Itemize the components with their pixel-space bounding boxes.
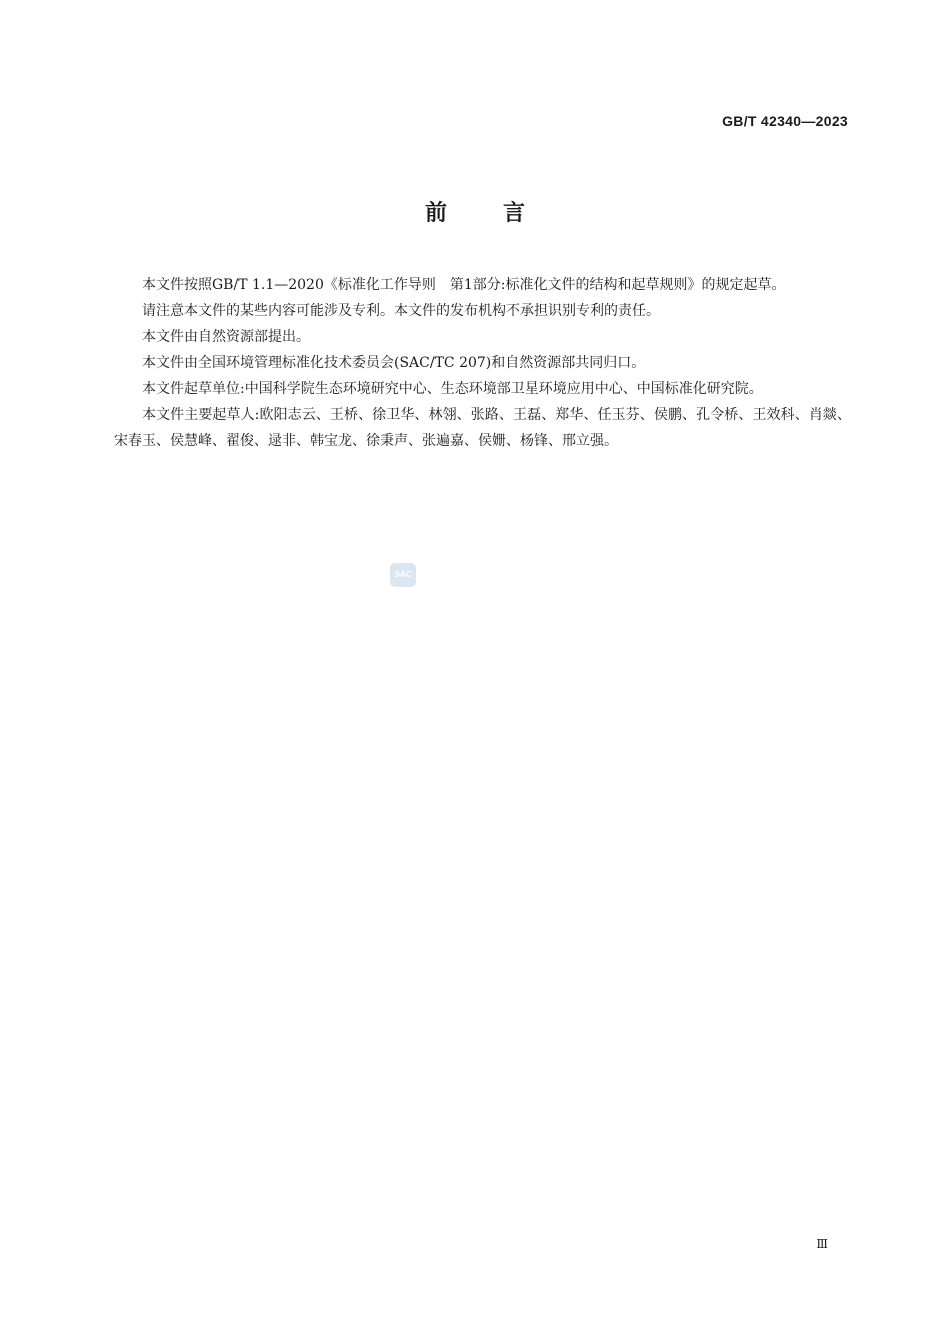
paragraph-patent-notice: 请注意本文件的某些内容可能涉及专利。本文件的发布机构不承担识别专利的责任。 — [142, 303, 660, 319]
paragraph-proposer: 本文件由自然资源部提出。 — [142, 329, 310, 345]
paragraph-main-drafters: 本文件主要起草人:欧阳志云、王桥、徐卫华、林翎、张路、王磊、郑华、任玉芬、侯鹏、孔令桥、王效科、肖燚、宋春玉、侯慧峰、翟俊、逯非、韩宝龙、徐秉声、张遍嘉、侯姗、杨锋、邢立强。 — [114, 407, 851, 449]
paragraph-technical-committee: 本文件由全国环境管理标准化技术委员会(SAC/TC 207)和自然资源部共同归口。 — [142, 355, 646, 371]
page-title: 前言 — [424, 201, 581, 226]
foreword-body — [114, 272, 851, 454]
page-number: Ⅲ — [816, 1237, 828, 1251]
standard-code: GB/T 42340—2023 — [722, 113, 848, 129]
paragraph-drafting-rules: 本文件按照GB/T 1.1—2020《标准化工作导则 第1部分:标准化文件的结构和起草规则》的规定起草。 — [142, 277, 786, 293]
paragraph-drafting-organizations: 本文件起草单位:中国科学院生态环境研究中心、生态环境部卫星环境应用中心、中国标准化研究院。 — [142, 381, 763, 397]
sac-watermark-logo: SAC — [390, 563, 416, 587]
